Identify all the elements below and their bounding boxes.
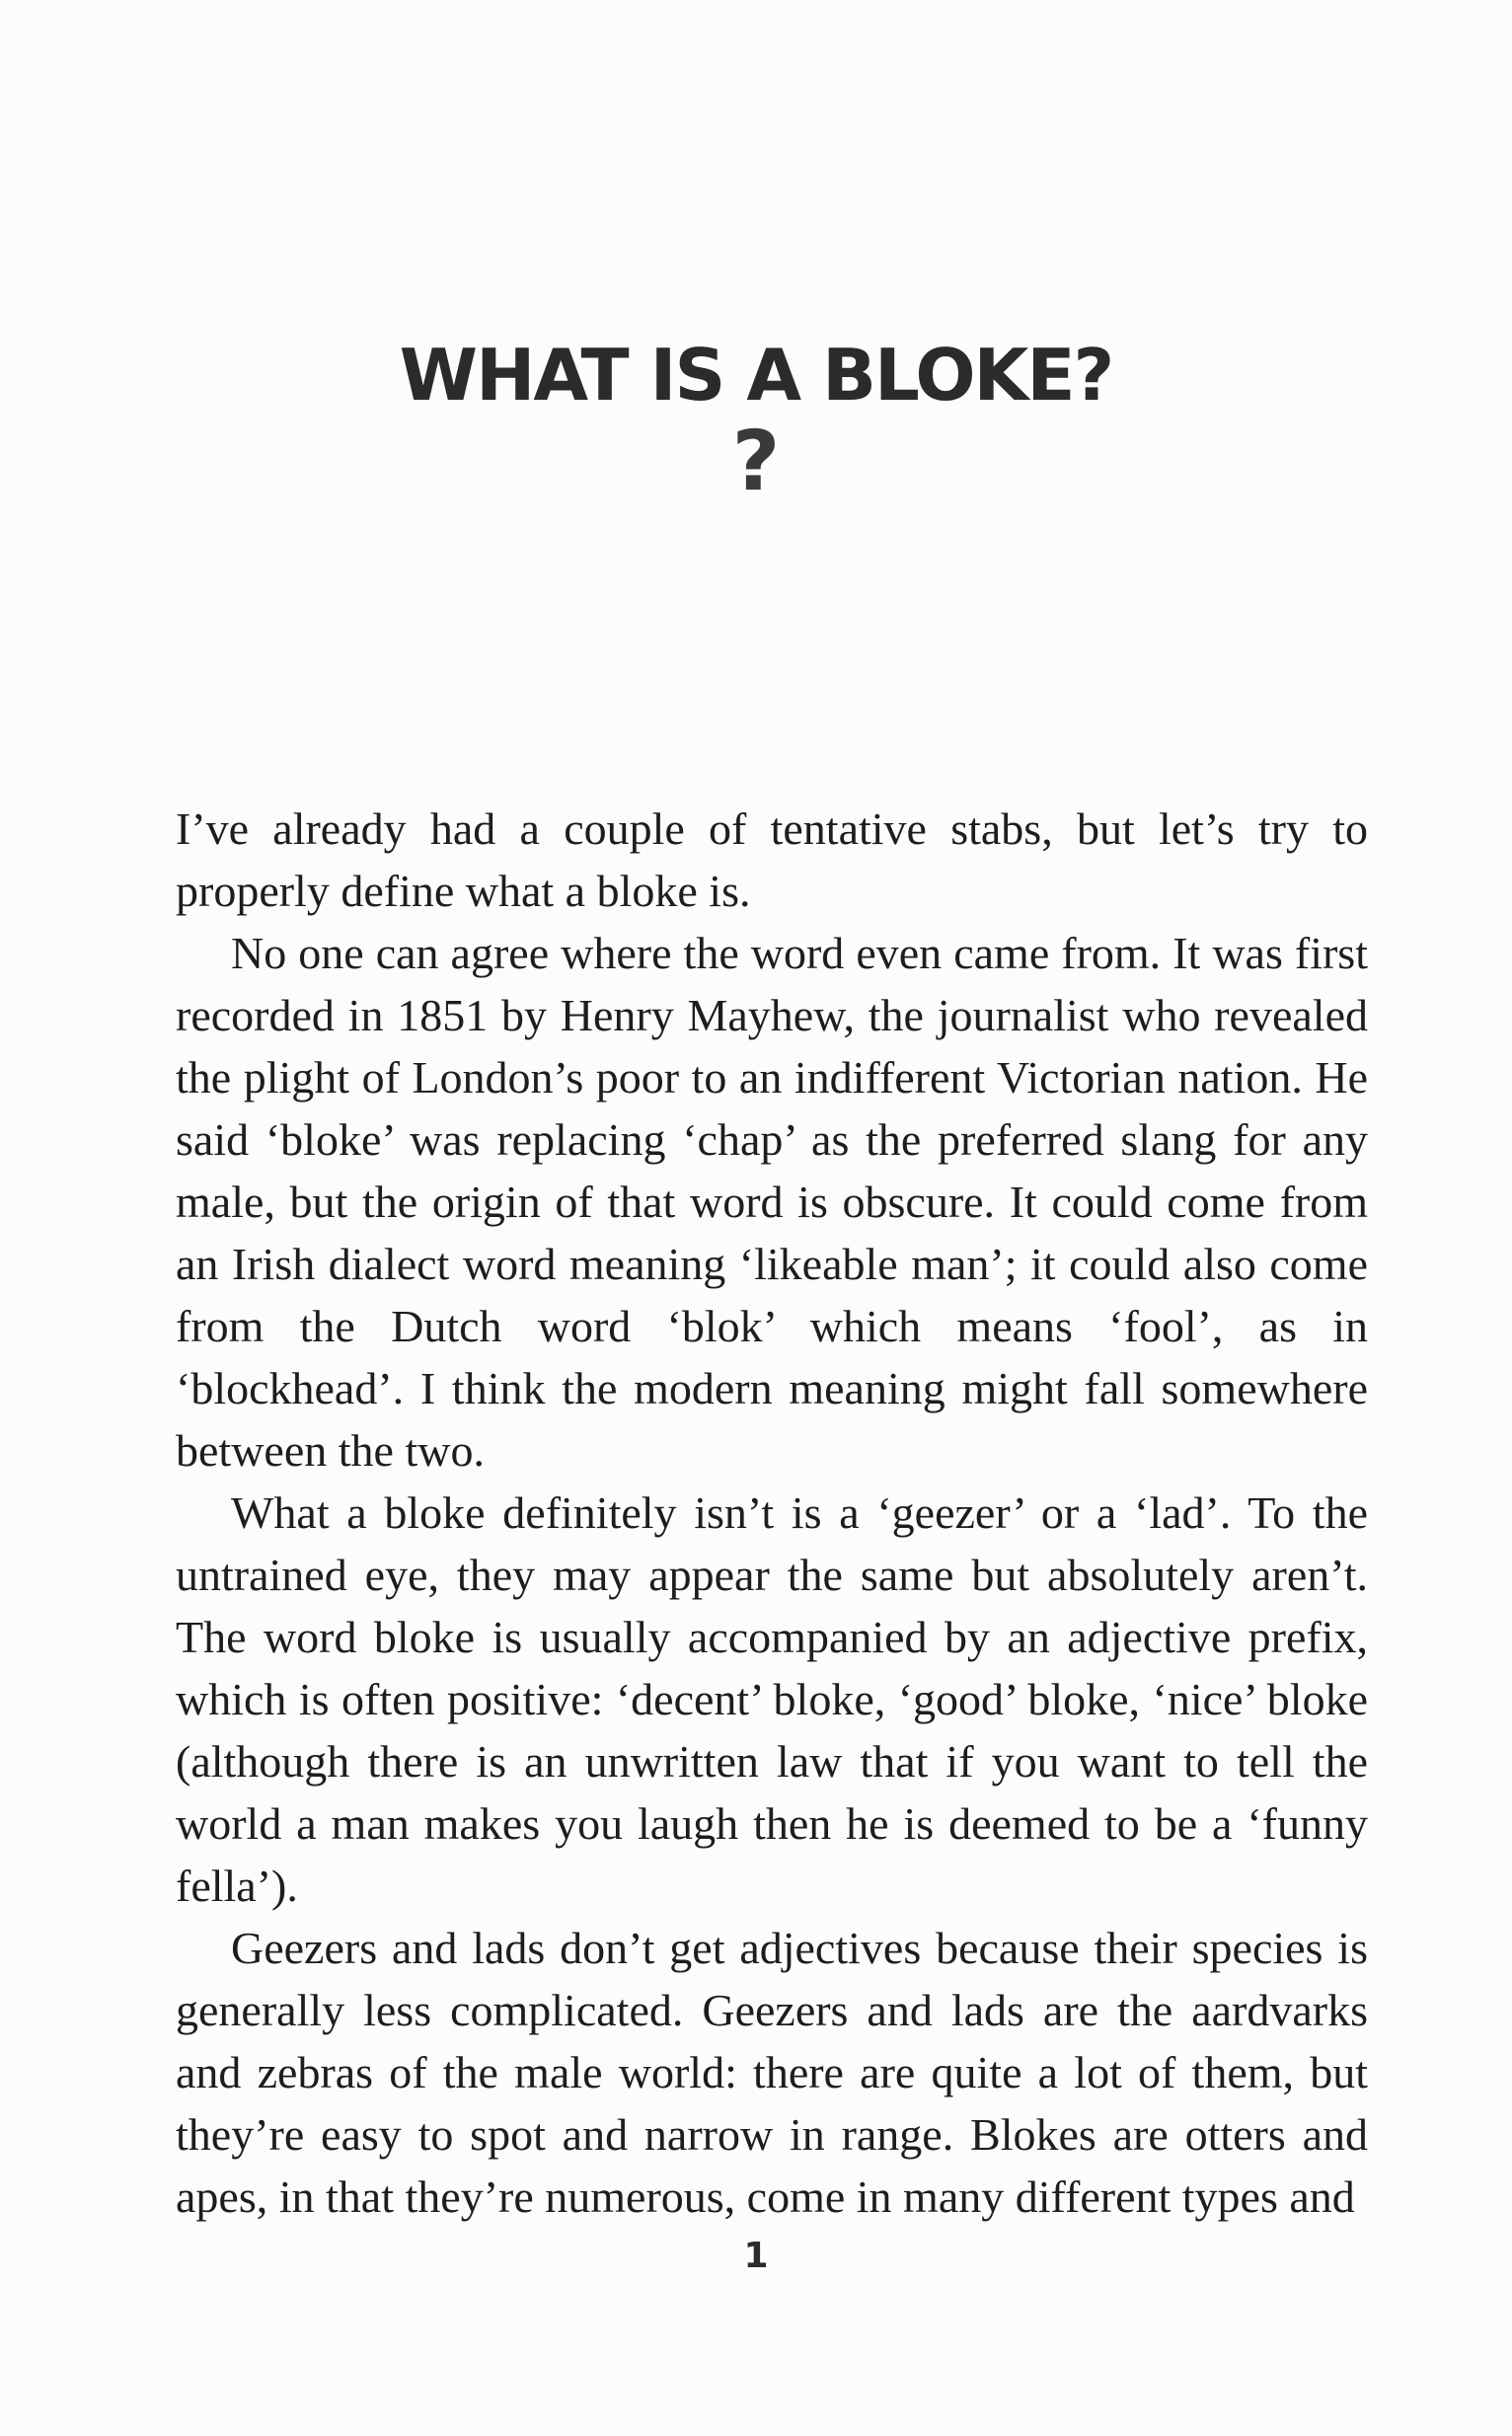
body-text xyxy=(176,798,1368,2228)
chapter-title: WHAT IS A BLOKE? xyxy=(399,334,1113,418)
paragraph-2: No one can agree where the word even came from. It was first recorded in 1851 by Henry Mayhew, the journalist who revealed the plight of London’s poor to an indifferent Victorian nation. He said ‘bloke’ was replacing ‘chap’ as the preferred slang for any male, but the origin of that word is obscure. It could come from an Irish dialect word meaning ‘likeable man’; it could also come from the Dutch word ‘blok’ which means ‘fool’, as in ‘blockhead’. I think the modern meaning might fall somewhere between the two. xyxy=(176,928,1368,1476)
page-number: 1 xyxy=(743,2236,769,2276)
paragraph-4: Geezers and lads don’t get adjectives because their species is generally less complicated. Geezers and lads are the aardvarks and zebras of the male world: there are quite a lot of them, but they’re easy to spot and narrow in range. Blokes are otters and apes, in that they’re numerous, come in many different types and xyxy=(176,1923,1368,2222)
paragraph-1: I’ve already had a couple of tentative stabs, but let’s try to properly define what a bloke is. xyxy=(176,803,1368,916)
paragraph-3: What a bloke definitely isn’t is a ‘geezer’ or a ‘lad’. To the untrained eye, they may appear the same but absolutely aren’t. The word bloke is usually accompanied by an adjective prefix, which is often positive: ‘decent’ bloke, ‘good’ bloke, ‘nice’ bloke (although there is an unwritten law that if you want to tell the world a man makes you laugh then he is deemed to be a ‘funny fella’). xyxy=(176,1487,1368,1911)
question-mark-ornament: ? xyxy=(731,413,781,509)
